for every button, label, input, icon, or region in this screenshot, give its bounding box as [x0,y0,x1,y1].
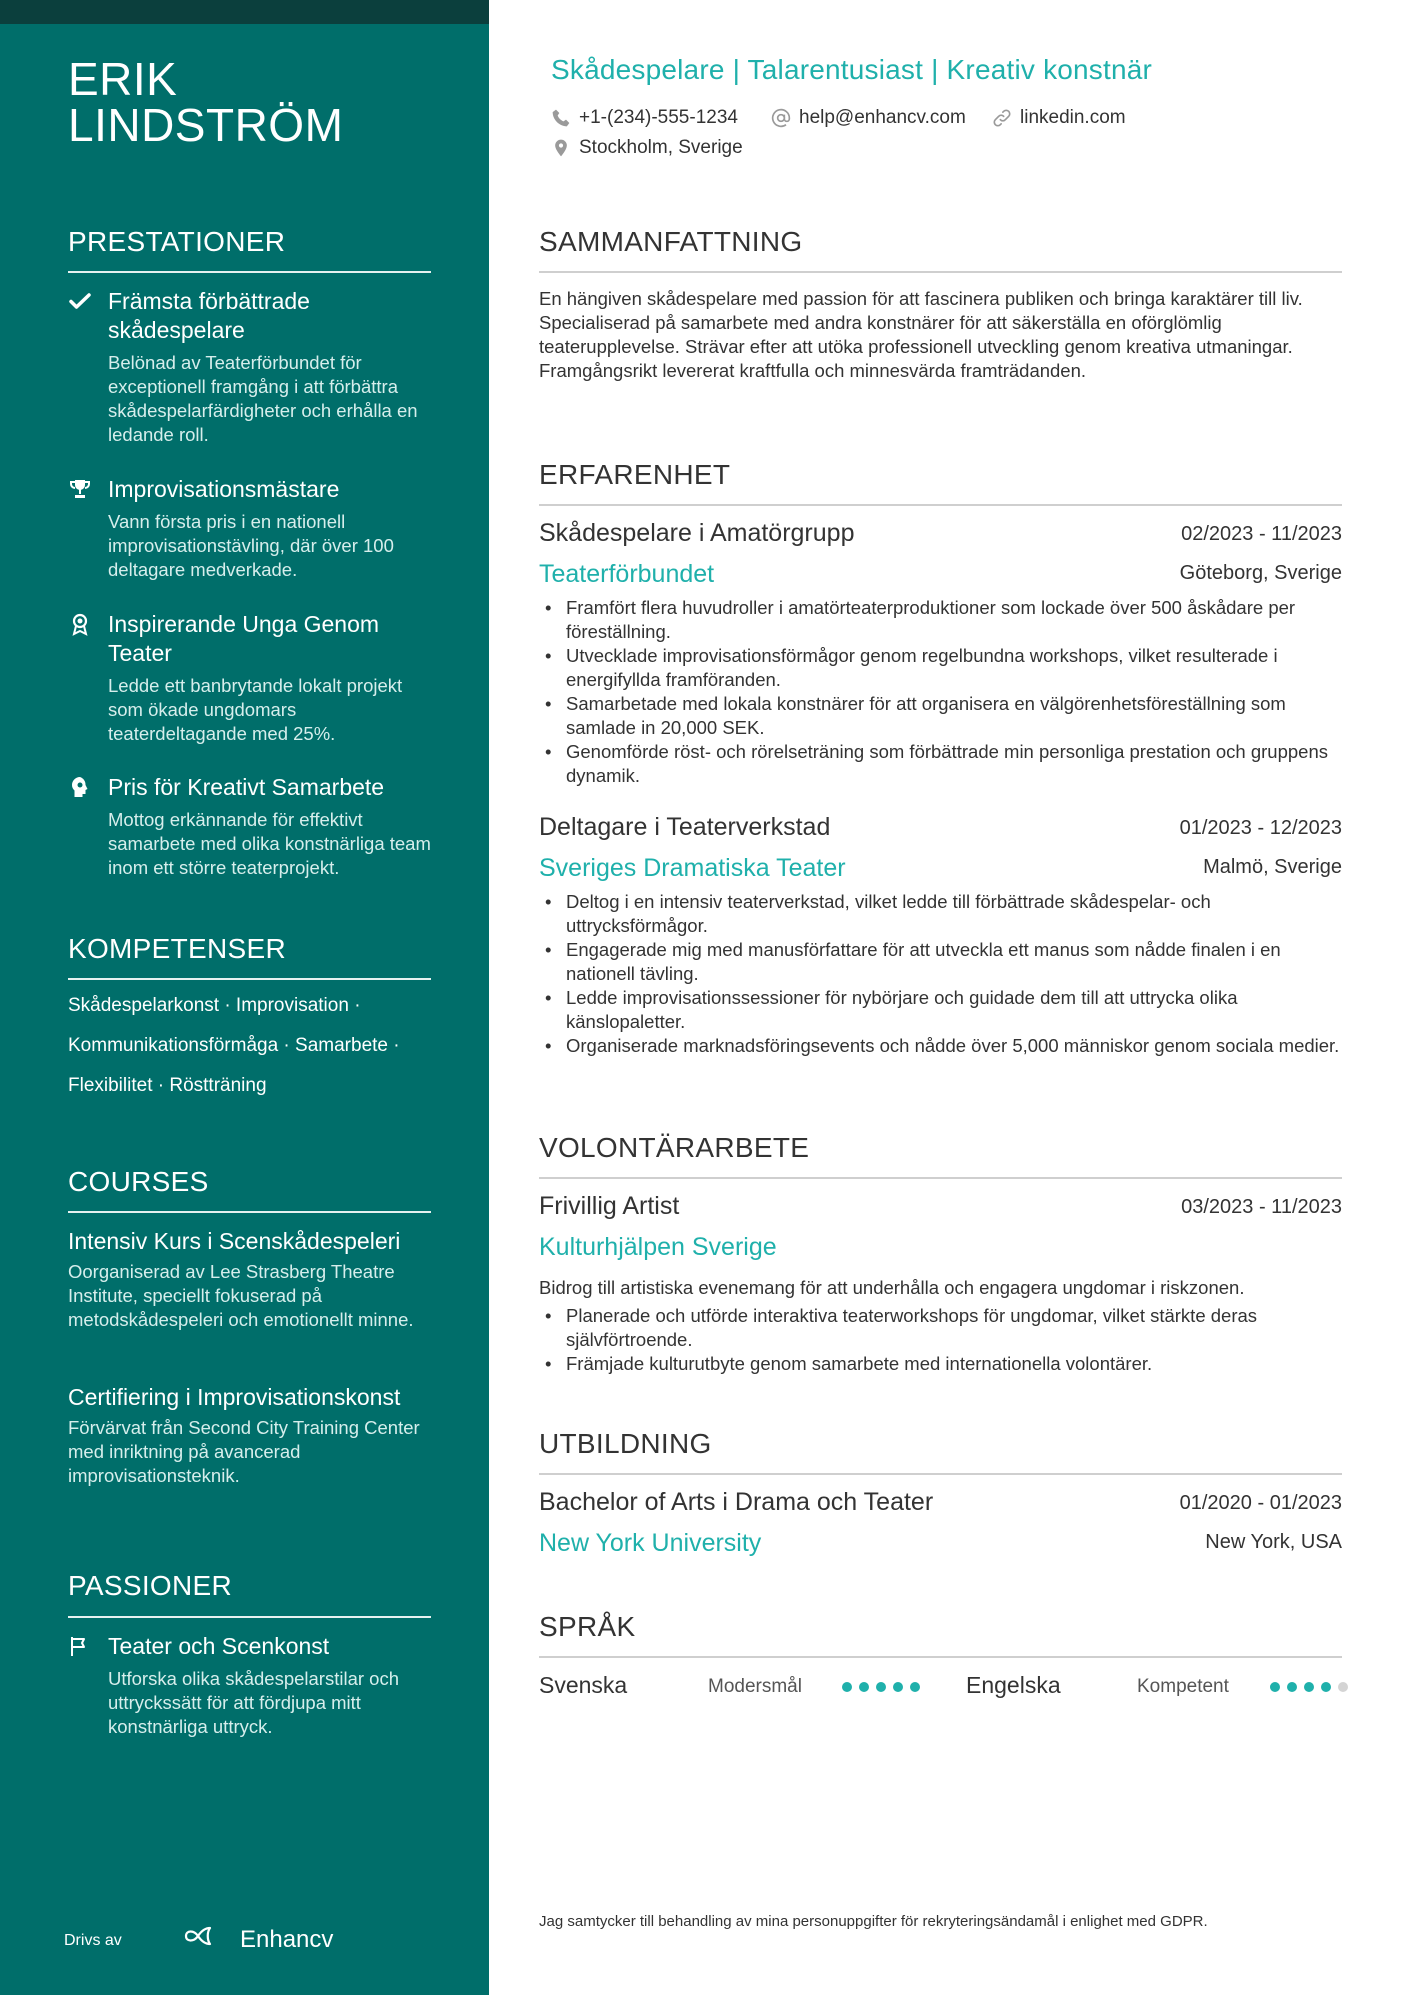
phone-number: +1-(234)-555-1234 [579,107,738,128]
skills-line: Flexibilitet · Röstträning [68,1075,267,1096]
location-pin-icon [551,138,571,158]
volunteer-title: VOLONTÄRARBETE [539,1132,810,1163]
list-item: • Samarbetade med lokala konstnärer för att organisera en välgörenhetsföreställning som samlade in 20,000 SEK. [539,692,1349,740]
headline: Skådespelare | Talarentusiast | Kreativ konstnär [551,54,1153,85]
email-address: help@enhancv.com [799,107,966,128]
rating-dot-filled [1270,1682,1280,1692]
course-title: Certifiering i Improvisationskonst [68,1384,401,1410]
gdpr-consent: Jag samtycker till behandling av mina personuppgifter för rekryteringsändamål i enlighet med GDPR. [539,1913,1208,1930]
list-item: • Engagerade mig med manusförfattare för att utveckla ett manus som nådde finalen i en nationell tävling. [539,938,1349,986]
rating-dot-filled [842,1682,852,1692]
rating-dot-filled [1321,1682,1331,1692]
head-lightbulb-icon [68,775,92,799]
list-item: • Framfört flera huvudroller i amatörteaterproduktioner som lockade över 500 åskådare per föreställning. [539,596,1349,644]
passions-divider [68,1616,431,1618]
achievement-item [68,610,438,746]
contact-email[interactable] [771,107,966,129]
education-location: New York, USA [1205,1531,1342,1553]
job-organization: Teaterförbundet [539,560,715,588]
job-organization: Sveriges Dramatiska Teater [539,854,846,882]
achievement-item [68,475,438,582]
achievements-divider [68,271,431,273]
list-item: • Genomförde röst- och rörelseträning som förbättrade min personliga prestation och gruppens dynamik. [539,740,1349,788]
rating-dot-empty [1338,1682,1348,1692]
rating-dot-filled [910,1682,920,1692]
checkmark-icon [68,289,92,313]
education-school: New York University [539,1529,762,1557]
language-level: Modersmål [708,1676,802,1697]
passion-title: Teater och Scenkonst [108,1633,330,1659]
passions-title: PASSIONER [68,1570,233,1601]
education-divider [539,1473,1342,1475]
course-title: Intensiv Kurs i Scenskådespeleri [68,1228,401,1254]
at-sign-icon [771,108,791,128]
course-item [68,1383,438,1488]
list-item: • Ledde improvisationssessioner för nybörjare och guidade dem till att uttrycka olika känslopaletter. [539,986,1349,1034]
job-location: Malmö, Sverige [1203,856,1342,878]
achievement-desc: Ledde ett banbrytande lokalt projekt som ökade ungdomars teaterdeltagande med 25%. [108,675,403,744]
summary-text: En hängiven skådespelare med passion för att fascinera publiken och bringa karaktärer till liv. Specialiserad på samarbete med andra konstnärer för att säkerställa en oförglömlig teaterupplevelse. Strävar efter att utöka professionell utveckling genom kreativa utmaningar. Framgångsrikt levererat kraftfulla och minnesvärda framträdanden. [539,288,1303,381]
course-item [68,1227,438,1332]
contact-linkedin[interactable] [992,107,1126,129]
job-bullets [539,890,1349,1058]
achievement-item [68,773,438,880]
language-rating [1270,1682,1348,1692]
achievement-item [68,287,438,447]
volunteer-divider [539,1177,1342,1179]
contact-location [551,137,743,159]
achievement-title: Improvisationsmästare [108,476,340,502]
job-dates: 01/2023 - 12/2023 [1179,817,1342,839]
phone-icon [551,108,571,128]
rating-dot-filled [1287,1682,1297,1692]
achievement-title: Pris för Kreativt Samarbete [108,774,385,800]
language-name: Svenska [539,1672,628,1698]
rating-dot-filled [893,1682,903,1692]
volunteer-intro: Bidrog till artistiska evenemang för att underhålla och engagera ungdomar i riskzonen. [539,1277,1245,1298]
job-role: Deltagare i Teaterverkstad [539,813,831,841]
trophy-icon [68,477,92,501]
list-item: • Deltog i en intensiv teaterverkstad, vilket ledde till förbättrade skådespelar- och uttrycksförmågor. [539,890,1349,938]
passion-desc: Utforska olika skådespelarstilar och uttryckssätt för att fördjupa mitt konstnärliga uttryck. [108,1668,399,1737]
summary-title: SAMMANFATTNING [539,226,803,257]
job-bullets [539,596,1349,788]
job-role: Skådespelare i Amatörgrupp [539,519,855,547]
achievement-title: Främsta förbättrade skådespelare [108,288,310,343]
candidate-name [68,53,344,151]
achievement-desc: Belönad av Teaterförbundet för exceptionell framgång i att förbättra skådespelarfärdigheter och erhålla en ledande roll. [108,352,418,445]
linkedin-url: linkedin.com [1020,107,1126,128]
achievement-title: Inspirerande Unga Genom Teater [108,611,380,666]
skills-title: KOMPETENSER [68,933,287,964]
list-item: • Främjade kulturutbyte genom samarbete med internationella volontärer. [539,1352,1349,1376]
list-item: • Planerade och utförde interaktiva teaterworkshops för ungdomar, vilket stärkte deras självförtroende. [539,1304,1349,1352]
flag-icon [68,1634,92,1658]
list-item: • Organiserade marknadsföringsevents och nådde över 5,000 människor genom sociala medier. [539,1034,1349,1058]
languages-divider [539,1656,1342,1658]
courses-title: COURSES [68,1166,209,1197]
education-dates: 01/2020 - 01/2023 [1179,1492,1342,1514]
enhancv-logo-text: Enhancv [240,1925,334,1953]
language-name: Engelska [966,1672,1061,1698]
skills-line: Kommunikationsförmåga · Samarbete · [68,1035,400,1056]
languages-title: SPRÅK [539,1611,636,1642]
language-level: Kompetent [1137,1676,1229,1697]
sidebar-top-bar [0,0,489,24]
powered-by-label: Drivs av [64,1932,122,1949]
award-ribbon-icon [68,612,92,636]
achievement-desc: Vann första pris i en nationell improvisationstävling, där över 100 deltagare medverkade. [108,511,394,580]
summary-divider [539,271,1342,273]
education-title: UTBILDNING [539,1428,712,1459]
list-item: • Utvecklade improvisationsförmågor genom regelbundna workshops, vilket resulterade i energifyllda framföranden. [539,644,1349,692]
experience-title: ERFARENHET [539,459,731,490]
experience-divider [539,504,1342,506]
skills-divider [68,978,431,980]
job-location: Göteborg, Sverige [1179,562,1342,584]
location-text: Stockholm, Sverige [579,137,743,158]
passion-item [68,1632,438,1739]
language-rating [842,1682,920,1692]
skills-line: Skådespelarkonst · Improvisation · [68,995,361,1016]
contact-phone[interactable] [551,107,738,129]
name-last: LINDSTRÖM [68,99,344,151]
achievements-title: PRESTATIONER [68,226,286,257]
enhancv-logo[interactable] [184,1924,333,1955]
courses-divider [68,1211,431,1213]
skills-list [68,986,438,1106]
name-first: ERIK [68,53,178,105]
rating-dot-filled [876,1682,886,1692]
volunteer-organization: Kulturhjälpen Sverige [539,1233,777,1261]
achievement-desc: Mottog erkännande för effektivt samarbete med olika konstnärliga team inom ett större teaterprojekt. [108,809,431,878]
enhancv-logo-icon [184,1924,230,1955]
rating-dot-filled [859,1682,869,1692]
rating-dot-filled [1304,1682,1314,1692]
course-desc: Förvärvat från Second City Training Center med inriktning på avancerad improvisationsteknik. [68,1417,420,1486]
job-dates: 02/2023 - 11/2023 [1181,523,1342,545]
course-desc: Oorganiserad av Lee Strasberg Theatre Institute, speciellt fokuserad på metodskådespeleri och emotionellt minne. [68,1261,414,1330]
volunteer-role: Frivillig Artist [539,1192,680,1220]
education-degree: Bachelor of Arts i Drama och Teater [539,1488,934,1516]
volunteer-dates: 03/2023 - 11/2023 [1181,1196,1342,1218]
volunteer-bullets [539,1304,1349,1376]
sidebar [0,0,489,1995]
link-icon [992,108,1012,128]
